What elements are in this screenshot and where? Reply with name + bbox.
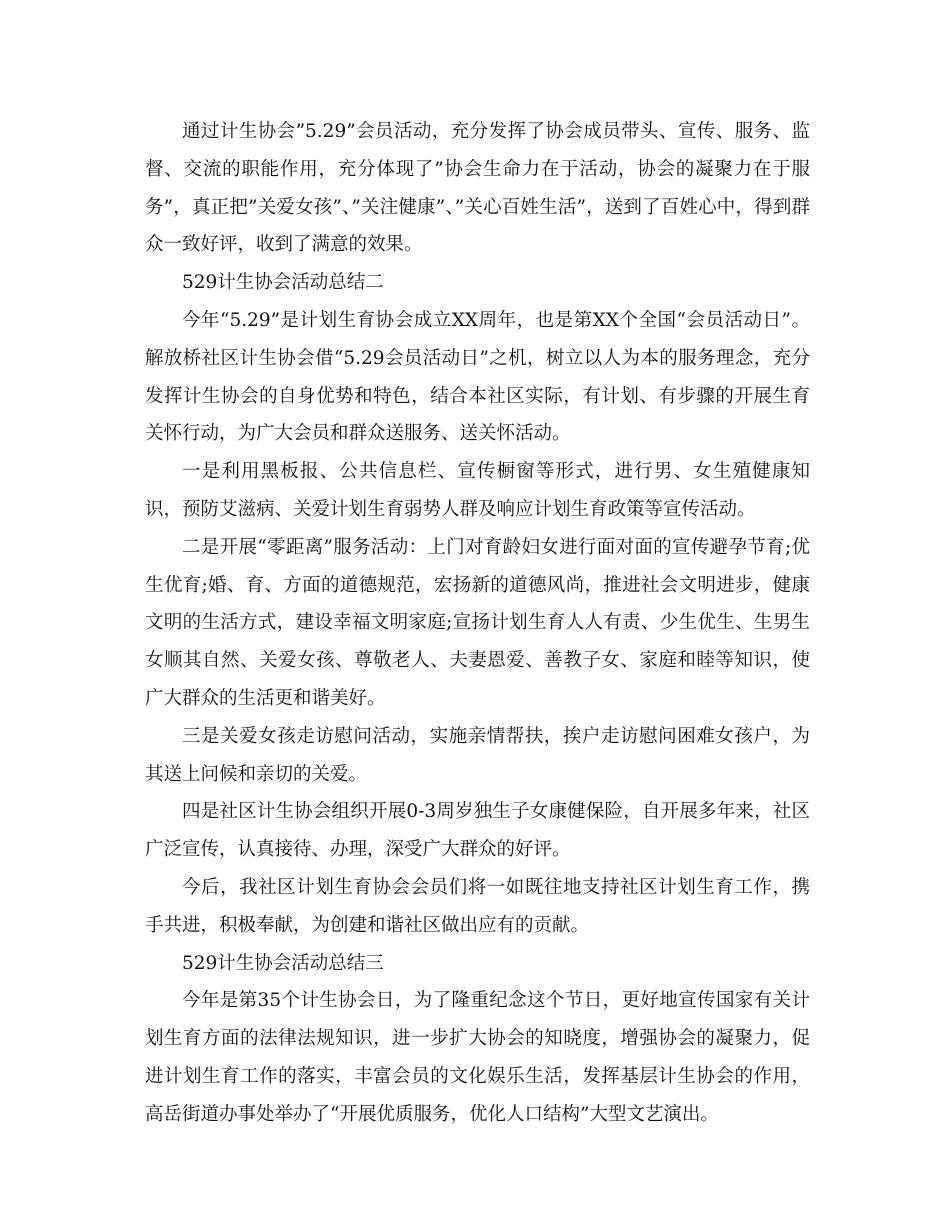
paragraph-item-four: 四是社区计生协会组织开展0-3周岁独生子女康健保险，自开展多年来，社区广泛宣传，认真接待、办理，深受广大群众的好评。 bbox=[145, 801, 810, 861]
paragraph-item-one: 一是利用黑板报、公共信息栏、宣传橱窗等形式，进行男、女生殖健康知识，预防艾滋病、关爱计划生育弱势人群及响应计划生育政策等宣传活动。 bbox=[145, 461, 810, 520]
paragraph-35th-day: 今年是第35个计生协会日，为了隆重纪念这个节日，更好地宣传国家有关计划生育方面的法律法规知识，进一步扩大协会的知晓度，增强协会的凝聚力，促进计划生育工作的落实，丰富会员的文化娱乐生活，发挥基层计生协会的作用，高岳街道办事处举办了“开展优质服务，优化人口结构”大型文艺演出。 bbox=[145, 990, 810, 1125]
document-body bbox=[145, 113, 810, 1134]
paragraph-future: 今后，我社区计划生育协会会员们将一如既往地支持社区计划生育工作，携手共进，积极奉献，为创建和谐社区做出应有的贡献。 bbox=[145, 876, 810, 936]
section-heading-two: 529计生协会活动总结二 bbox=[182, 272, 384, 294]
paragraph-item-three: 三是关爱女孩走访慰问活动，实施亲情帮扶，挨户走访慰问困难女孩户，为其送上问候和亲切的关爱。 bbox=[145, 725, 810, 785]
paragraph-item-two: 二是开展“零距离”服务活动：上门对育龄妇女进行面对面的宣传避孕节育;优生优育;婚、育、方面的道德规范，宏扬新的道德风尚，推进社会文明进步，健康文明的生活方式，建设幸福文明家庭;宣扬计划生育人人有责、少生优生、生男生女顺其自然、关爱女孩、尊敬老人、夫妻恩爱、善教子女、家庭和睦等知识，使广大群众的生活更和谐美好。 bbox=[145, 536, 810, 709]
paragraph-anniversary: 今年“5.29”是计划生育协会成立XX周年，也是第XX个全国“会员活动日”。解放桥社区计生协会借“5.29会员活动日”之机，树立以人为本的服务理念，充分发挥计生协会的自身优势和特色，结合本社区实际，有计划、有步骤的开展生育关怀行动，为广大会员和群众送服务、送关怀活动。 bbox=[145, 309, 810, 445]
section-heading-three: 529计生协会活动总结三 bbox=[182, 952, 384, 974]
paragraph-intro-summary: 通过计生协会”5.29”会员活动，充分发挥了协会成员带头、宣传、服务、监督、交流的职能作用，充分体现了”协会生命力在于活动，协会的凝聚力在于服务”，真正把”关爱女孩”、”关注健康”、”关心百姓生活”，送到了百姓心中，得到群众一致好评，收到了满意的效果。 bbox=[145, 121, 810, 256]
